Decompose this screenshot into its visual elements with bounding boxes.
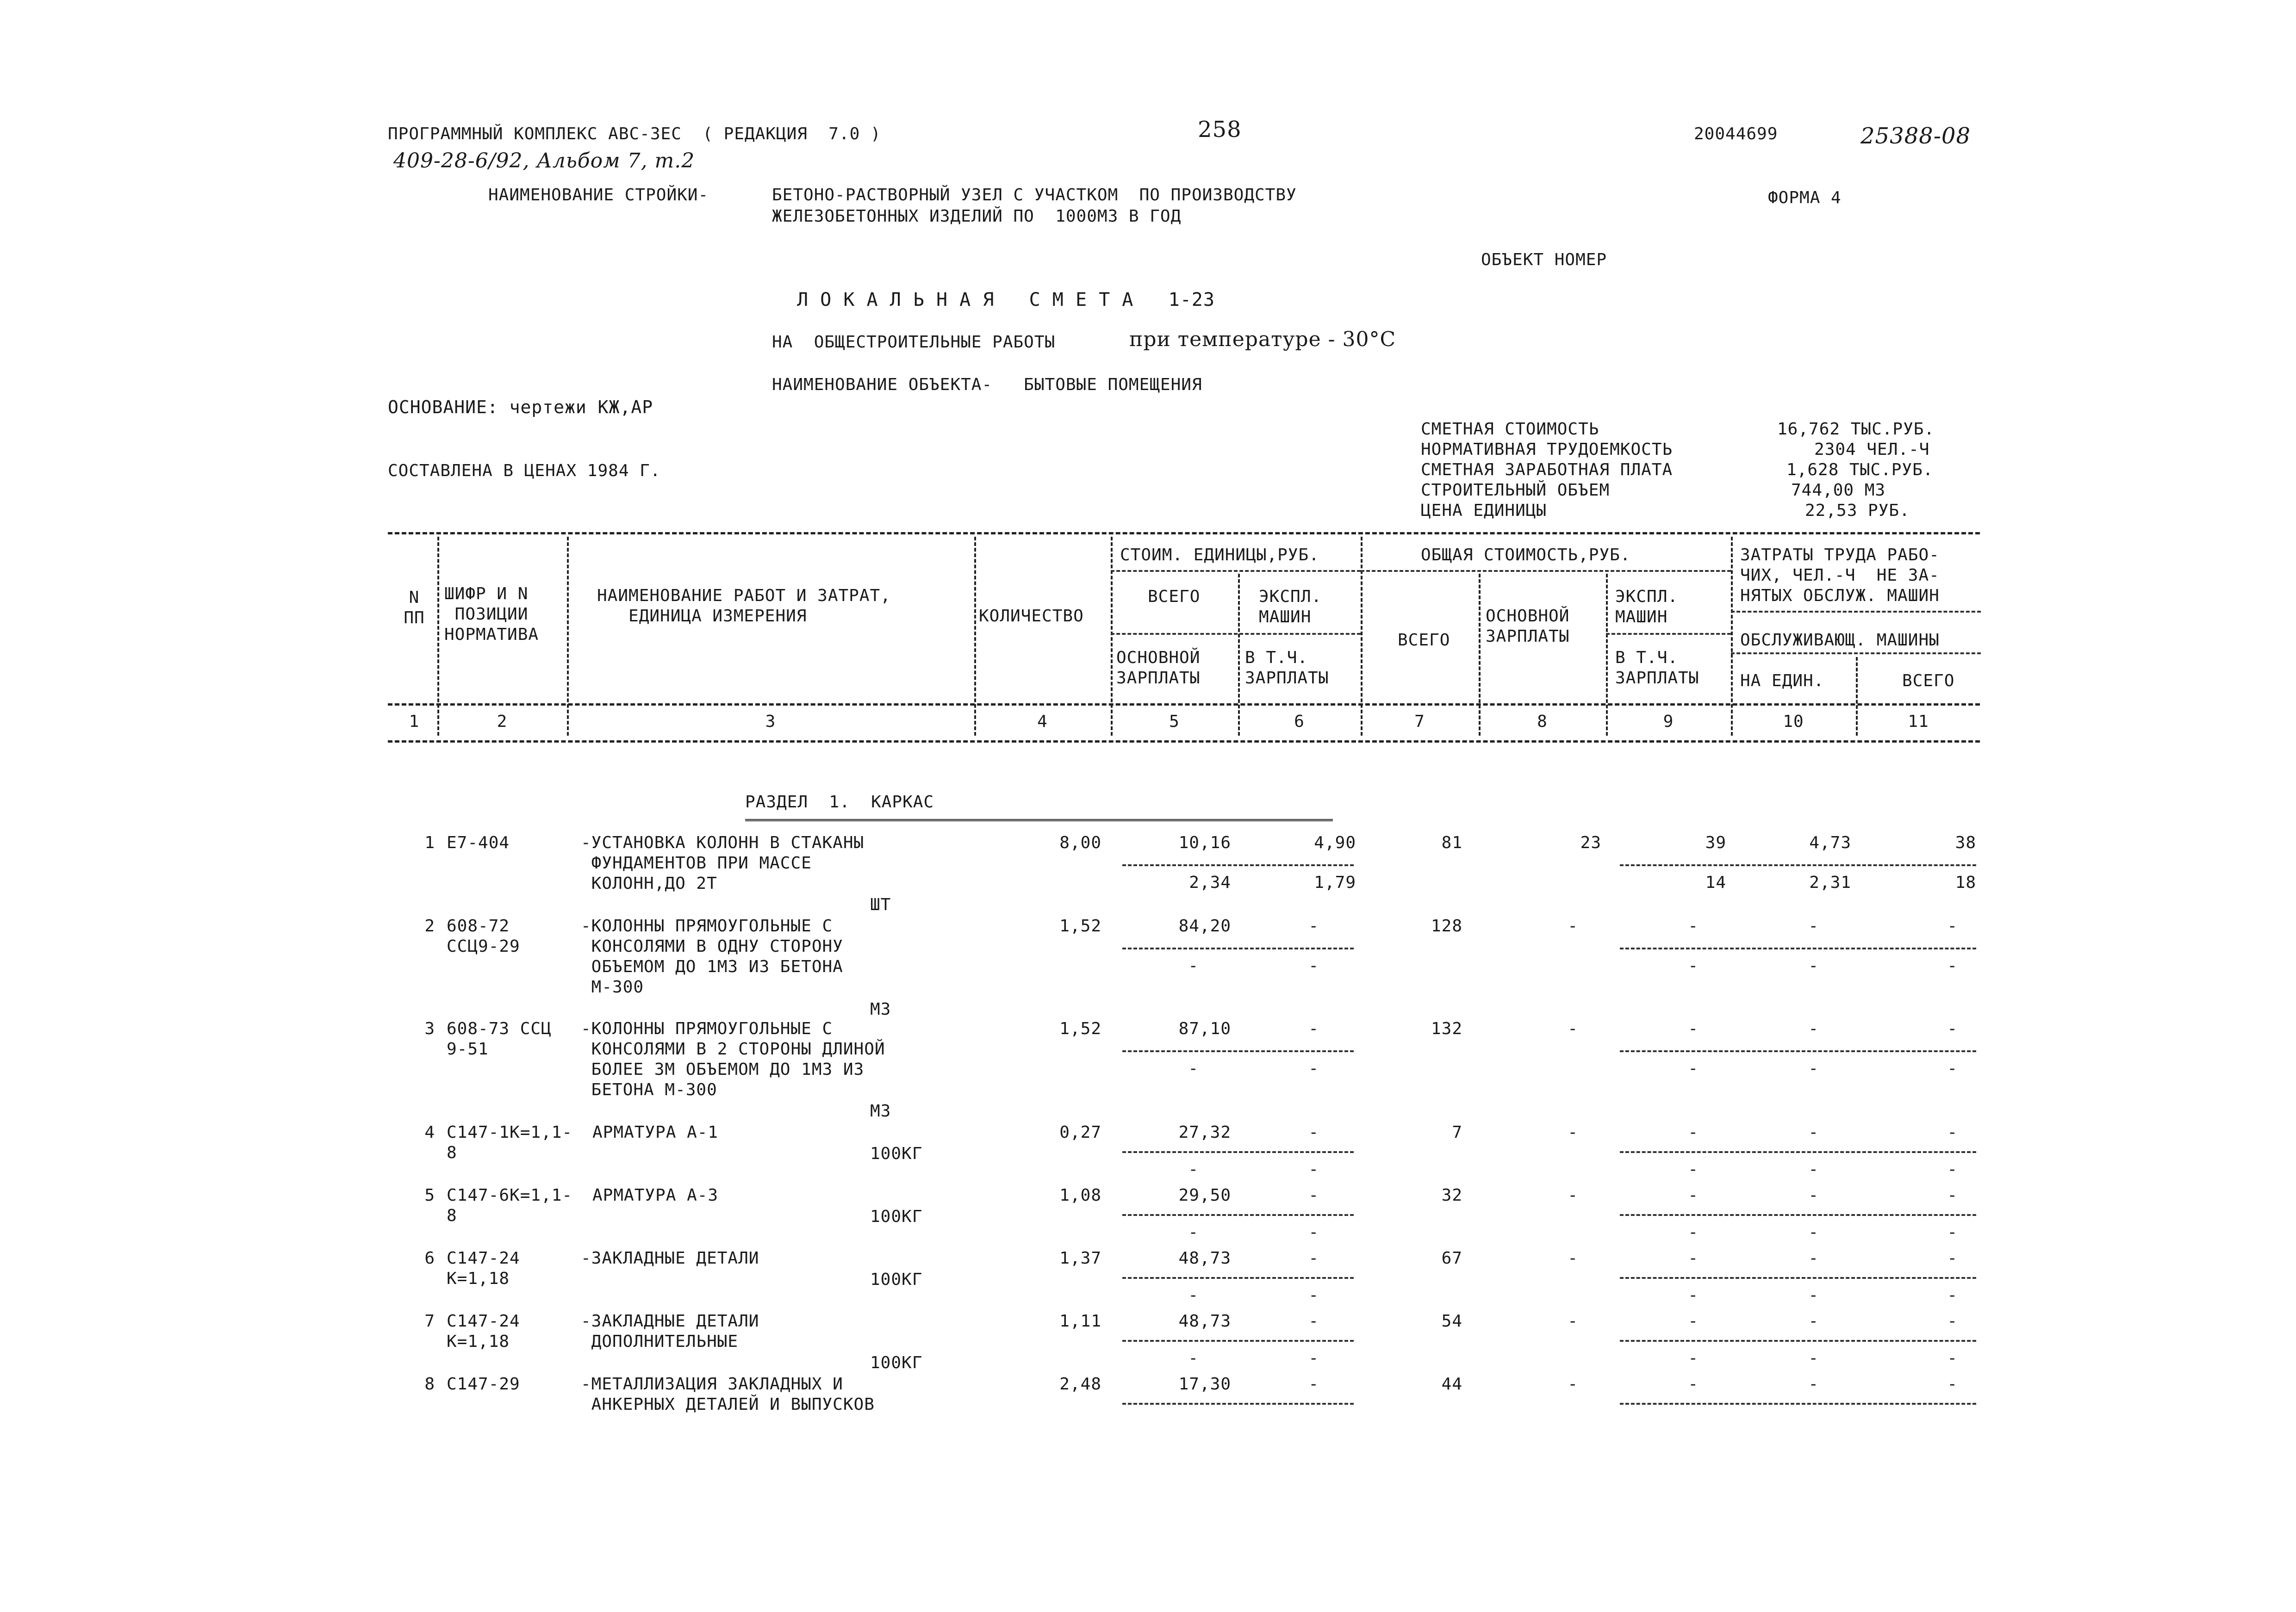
row-unit-total: 84,20	[1178, 917, 1231, 936]
row-labor-unit-serv: 2,31	[1809, 873, 1851, 892]
row-code: 608-72 ССЦ9-29	[447, 917, 520, 956]
summary-value: 2304 ЧЕЛ.-Ч	[1814, 440, 1930, 459]
row-qty: 8,00	[1059, 833, 1101, 852]
summary-value: 16,762 ТЫС.РУБ.	[1777, 420, 1935, 439]
col-number: 7	[1414, 712, 1425, 731]
row-labor-total-serv: -	[1947, 1059, 1958, 1078]
row-unit: ШТ	[870, 895, 891, 914]
row-unit-wage: -	[1188, 1349, 1199, 1368]
row-code: С147-1К=1,1- 8	[447, 1123, 573, 1162]
row-unit-mach: -	[1308, 1375, 1319, 1394]
estimate-subtitle: НА ОБЩЕСТРОИТЕЛЬНЫЕ РАБОТЫ	[772, 333, 1056, 352]
row-qty: 0,27	[1059, 1123, 1101, 1142]
row-labor-total: -	[1947, 1249, 1958, 1268]
row-total-wage: -	[1568, 1019, 1578, 1038]
row-code: С147-6К=1,1- 8	[447, 1186, 573, 1225]
col-number: 8	[1537, 712, 1548, 731]
row-labor-unit-serv: -	[1808, 1286, 1819, 1305]
row-labor-total-serv: 18	[1955, 873, 1976, 892]
construction-line-1: БЕТОНО-РАСТВОРНЫЙ УЗЕЛ С УЧАСТКОМ ПО ПРОИЗВОДСТВУ	[772, 186, 1297, 205]
row-total-incl: -	[1688, 1286, 1699, 1305]
summary-value: 744,00 М3	[1791, 481, 1886, 500]
row-total-incl: -	[1688, 1059, 1699, 1078]
row-unit-wage: -	[1188, 1286, 1199, 1305]
row-total-mach: -	[1688, 1249, 1699, 1268]
row-qty: 1,11	[1059, 1312, 1101, 1331]
row-name: АРМАТУРА А-1	[592, 1123, 719, 1142]
row-code: 608-73 ССЦ 9-51	[447, 1019, 552, 1059]
program-line: ПРОГРАММНЫЙ КОМПЛЕКС АВС-3ЕС ( РЕДАКЦИЯ 7.0 )	[388, 124, 881, 143]
row-total-incl: 14	[1705, 873, 1726, 892]
basis: ОСНОВАНИЕ: чертежи КЖ,АР	[388, 397, 653, 417]
row-labor-total-serv: -	[1947, 956, 1958, 975]
row-labor-unit: -	[1808, 1123, 1819, 1142]
summary-label: СМЕТНАЯ СТОИМОСТЬ	[1421, 420, 1599, 439]
row-unit: 100КГ	[870, 1207, 923, 1226]
construction-line-2: ЖЕЛЕЗОБЕТОННЫХ ИЗДЕЛИЙ ПО 1000М3 В ГОД	[772, 207, 1182, 226]
row-labor-total-serv: -	[1947, 1349, 1958, 1368]
row-unit-total: 10,16	[1178, 833, 1231, 852]
row-code: С147-29	[447, 1375, 520, 1394]
summary-label: СМЕТНАЯ ЗАРАБОТНАЯ ПЛАТА	[1421, 460, 1673, 479]
row-total-wage: -	[1568, 1123, 1578, 1142]
row-unit-incl: -	[1308, 956, 1319, 975]
row-name: -КОЛОННЫ ПРЯМОУГОЛЬНЫЕ С КОНСОЛЯМИ В ОДНУ СТОРОНУ ОБЪЕМОМ ДО 1М3 ИЗ БЕТОНА М-300	[581, 917, 843, 997]
row-labor-unit-serv: -	[1808, 1349, 1819, 1368]
page-number: 258	[1198, 117, 1242, 143]
row-unit-mach: -	[1308, 1249, 1319, 1268]
row-unit-incl: -	[1308, 1160, 1319, 1179]
row-labor-unit: -	[1808, 1019, 1819, 1038]
col-labor-header: ЗАТРАТЫ ТРУДА РАБО- ЧИХ, ЧЕЛ.-Ч НЕ ЗА- НЯТЫХ ОБСЛУЖ. МАШИН	[1740, 546, 1940, 605]
row-qty: 1,52	[1059, 1019, 1101, 1038]
row-labor-total: 38	[1955, 833, 1976, 852]
row-total-mach: 39	[1705, 833, 1726, 852]
object-name: НАИМЕНОВАНИЕ ОБЪЕКТА- БЫТОВЫЕ ПОМЕЩЕНИЯ	[772, 375, 1202, 394]
col-qty-header: КОЛИЧЕСТВО	[979, 607, 1084, 626]
row-unit: 100КГ	[870, 1270, 923, 1289]
row-labor-total: -	[1947, 917, 1958, 936]
row-qty: 1,08	[1059, 1186, 1101, 1205]
col-unit-wage-header: ОСНОВНОЙ ЗАРПЛАТЫ	[1116, 648, 1201, 688]
row-unit: М3	[870, 1000, 891, 1019]
row-unit-mach: -	[1308, 1123, 1319, 1142]
row-unit-wage: 2,34	[1189, 873, 1231, 892]
col-number: 3	[765, 712, 776, 731]
row-number: 6	[424, 1249, 435, 1268]
row-total: 7	[1452, 1123, 1462, 1142]
object-number: ОБЪЕКТ НОМЕР	[1481, 250, 1607, 269]
row-unit-total: 29,50	[1178, 1186, 1231, 1205]
row-total: 128	[1431, 917, 1462, 936]
row-unit: 100КГ	[870, 1353, 923, 1372]
row-total: 81	[1441, 833, 1462, 852]
row-total-mach: -	[1688, 1123, 1699, 1142]
summary-value: 22,53 РУБ.	[1805, 501, 1910, 520]
summary-label: СТРОИТЕЛЬНЫЙ ОБЪЕМ	[1421, 481, 1610, 500]
col-unit-incl-header: В Т.Ч. ЗАРПЛАТЫ	[1245, 648, 1329, 688]
row-labor-total: -	[1947, 1123, 1958, 1142]
estimate-subtitle-hand: при температуре - 30°С	[1129, 328, 1396, 351]
row-qty: 1,37	[1059, 1249, 1101, 1268]
construction-label: НАИМЕНОВАНИЕ СТРОЙКИ-	[488, 186, 709, 205]
row-labor-unit: -	[1808, 1186, 1819, 1205]
row-total: 54	[1441, 1312, 1462, 1331]
row-total-mach: -	[1688, 1186, 1699, 1205]
row-total: 67	[1441, 1249, 1462, 1268]
price-basis: СОСТАВЛЕНА В ЦЕНАХ 1984 Г.	[388, 461, 661, 480]
col-number: 4	[1037, 712, 1048, 731]
row-number: 2	[424, 917, 435, 936]
row-name: АРМАТУРА А-3	[592, 1186, 719, 1205]
row-labor-unit-serv: -	[1808, 956, 1819, 975]
row-labor-unit: -	[1808, 917, 1819, 936]
col-name-header: НАИМЕНОВАНИЕ РАБОТ И ЗАТРАТ, ЕДИНИЦА ИЗМЕРЕНИЯ	[597, 586, 891, 626]
row-number: 7	[424, 1312, 435, 1331]
col-number: 10	[1783, 712, 1804, 731]
handwritten-code: 25388-08	[1860, 123, 1971, 149]
row-labor-unit: -	[1808, 1312, 1819, 1331]
row-total-wage: -	[1568, 1186, 1578, 1205]
row-total-wage: -	[1568, 1249, 1578, 1268]
row-unit-wage: -	[1188, 956, 1199, 975]
row-total-wage: -	[1568, 917, 1578, 936]
row-number: 5	[424, 1186, 435, 1205]
row-number: 3	[424, 1019, 435, 1038]
row-name: -КОЛОННЫ ПРЯМОУГОЛЬНЫЕ С КОНСОЛЯМИ В 2 СТОРОНЫ ДЛИНОЙ БОЛЕЕ 3М ОБЪЕМОМ ДО 1М3 ИЗ БЕТОНА М-300	[581, 1019, 885, 1099]
form-number: ФОРМА 4	[1768, 188, 1842, 207]
row-total-mach: -	[1688, 1312, 1699, 1331]
col-unit-total-header: ВСЕГО	[1148, 587, 1201, 606]
col-n-header: N ПП	[404, 588, 425, 627]
row-total: 32	[1441, 1186, 1462, 1205]
row-unit-mach: -	[1308, 1019, 1319, 1038]
col-number: 5	[1169, 712, 1180, 731]
row-total-wage: 23	[1580, 833, 1601, 852]
row-total: 44	[1441, 1375, 1462, 1394]
row-total: 132	[1431, 1019, 1462, 1038]
row-unit-total: 48,73	[1178, 1249, 1231, 1268]
col-total-cost-header: ОБЩАЯ СТОИМОСТЬ,РУБ.	[1421, 546, 1631, 564]
col-number: 9	[1663, 712, 1674, 731]
col-number: 2	[497, 712, 508, 731]
row-labor-total-serv: -	[1947, 1286, 1958, 1305]
row-total-incl: -	[1688, 956, 1699, 975]
row-unit-total: 48,73	[1178, 1312, 1231, 1331]
col-total-mach-header: ЭКСПЛ. МАШИН	[1615, 587, 1679, 626]
row-code: С147-24 К=1,18	[447, 1249, 520, 1288]
row-name: -МЕТАЛЛИЗАЦИЯ ЗАКЛАДНЫХ И АНКЕРНЫХ ДЕТАЛЕЙ И ВЫПУСКОВ	[581, 1375, 875, 1414]
row-name: -ЗАКЛАДНЫЕ ДЕТАЛИ	[581, 1249, 759, 1268]
row-qty: 1,52	[1059, 917, 1101, 936]
row-unit: М3	[870, 1102, 891, 1121]
row-total-wage: -	[1568, 1375, 1578, 1394]
row-number: 8	[424, 1375, 435, 1394]
row-total-incl: -	[1688, 1160, 1699, 1179]
section-title: РАЗДЕЛ 1. КАРКАС	[745, 793, 934, 812]
row-unit-mach: -	[1308, 917, 1319, 936]
row-unit-total: 17,30	[1178, 1375, 1231, 1394]
col-number: 1	[409, 712, 420, 731]
row-total-wage: -	[1568, 1312, 1578, 1331]
row-unit-total: 27,32	[1178, 1123, 1231, 1142]
row-total-mach: -	[1688, 1019, 1699, 1038]
row-unit-mach: -	[1308, 1186, 1319, 1205]
col-code-header: ШИФР И N ПОЗИЦИИ НОРМАТИВА	[444, 584, 539, 644]
col-total-all-header: ВСЕГО	[1398, 631, 1450, 650]
row-labor-unit: -	[1808, 1375, 1819, 1394]
row-labor-unit: 4,73	[1809, 833, 1851, 852]
col-labor-unit-header: НА ЕДИН.	[1740, 671, 1824, 690]
handwritten-album: 409-28-6/92, Альбом 7, т.2	[393, 149, 695, 173]
row-number: 1	[424, 833, 435, 852]
row-unit-wage: -	[1188, 1223, 1199, 1242]
row-unit-incl: -	[1308, 1059, 1319, 1078]
row-total-incl: -	[1688, 1349, 1699, 1368]
row-number: 4	[424, 1123, 435, 1142]
row-labor-unit-serv: -	[1808, 1059, 1819, 1078]
row-unit-incl: 1,79	[1314, 873, 1356, 892]
col-labor-serv-header: ОБСЛУЖИВАЮЩ. МАШИНЫ	[1740, 631, 1940, 650]
row-unit-incl: -	[1308, 1349, 1319, 1368]
col-unit-mach-header: ЭКСПЛ. МАШИН	[1259, 587, 1322, 626]
doc-code: 20044699	[1694, 124, 1778, 143]
summary-label: ЦЕНА ЕДИНИЦЫ	[1421, 501, 1547, 520]
estimate-title: Л О К А Л Ь Н А Я С М Е Т А 1-23	[797, 289, 1215, 310]
row-name: -УСТАНОВКА КОЛОНН В СТАКАНЫ ФУНДАМЕНТОВ ПРИ МАССЕ КОЛОНН,ДО 2Т	[581, 833, 865, 893]
row-labor-unit-serv: -	[1808, 1160, 1819, 1179]
row-qty: 2,48	[1059, 1375, 1101, 1394]
row-code: С147-24 К=1,18	[447, 1312, 520, 1351]
row-labor-total: -	[1947, 1186, 1958, 1205]
row-labor-unit: -	[1808, 1249, 1819, 1268]
row-total-mach: -	[1688, 917, 1699, 936]
row-labor-total-serv: -	[1947, 1223, 1958, 1242]
row-labor-total: -	[1947, 1375, 1958, 1394]
col-labor-total-header: ВСЕГО	[1902, 671, 1955, 690]
col-total-wage-header: ОСНОВНОЙ ЗАРПЛАТЫ	[1486, 607, 1570, 646]
row-unit: 100КГ	[870, 1144, 923, 1163]
row-labor-total: -	[1947, 1019, 1958, 1038]
col-unit-cost-header: СТОИМ. ЕДИНИЦЫ,РУБ.	[1120, 546, 1319, 564]
summary-label: НОРМАТИВНАЯ ТРУДОЕМКОСТЬ	[1421, 440, 1673, 459]
row-unit-incl: -	[1308, 1286, 1319, 1305]
row-unit-incl: -	[1308, 1223, 1319, 1242]
row-unit-mach: 4,90	[1314, 833, 1356, 852]
row-labor-unit-serv: -	[1808, 1223, 1819, 1242]
row-unit-wage: -	[1188, 1160, 1199, 1179]
row-unit-wage: -	[1188, 1059, 1199, 1078]
row-labor-total: -	[1947, 1312, 1958, 1331]
col-total-incl-header: В Т.Ч. ЗАРПЛАТЫ	[1615, 648, 1699, 688]
row-total-mach: -	[1688, 1375, 1699, 1394]
row-total-incl: -	[1688, 1223, 1699, 1242]
row-code: Е7-404	[447, 833, 510, 852]
row-unit-total: 87,10	[1178, 1019, 1231, 1038]
row-name: -ЗАКЛАДНЫЕ ДЕТАЛИ ДОПОЛНИТЕЛЬНЫЕ	[581, 1312, 759, 1351]
row-labor-total-serv: -	[1947, 1160, 1958, 1179]
row-unit-mach: -	[1308, 1312, 1319, 1331]
col-number: 6	[1294, 712, 1305, 731]
col-number: 11	[1908, 712, 1929, 731]
summary-value: 1,628 ТЫС.РУБ.	[1786, 460, 1934, 479]
